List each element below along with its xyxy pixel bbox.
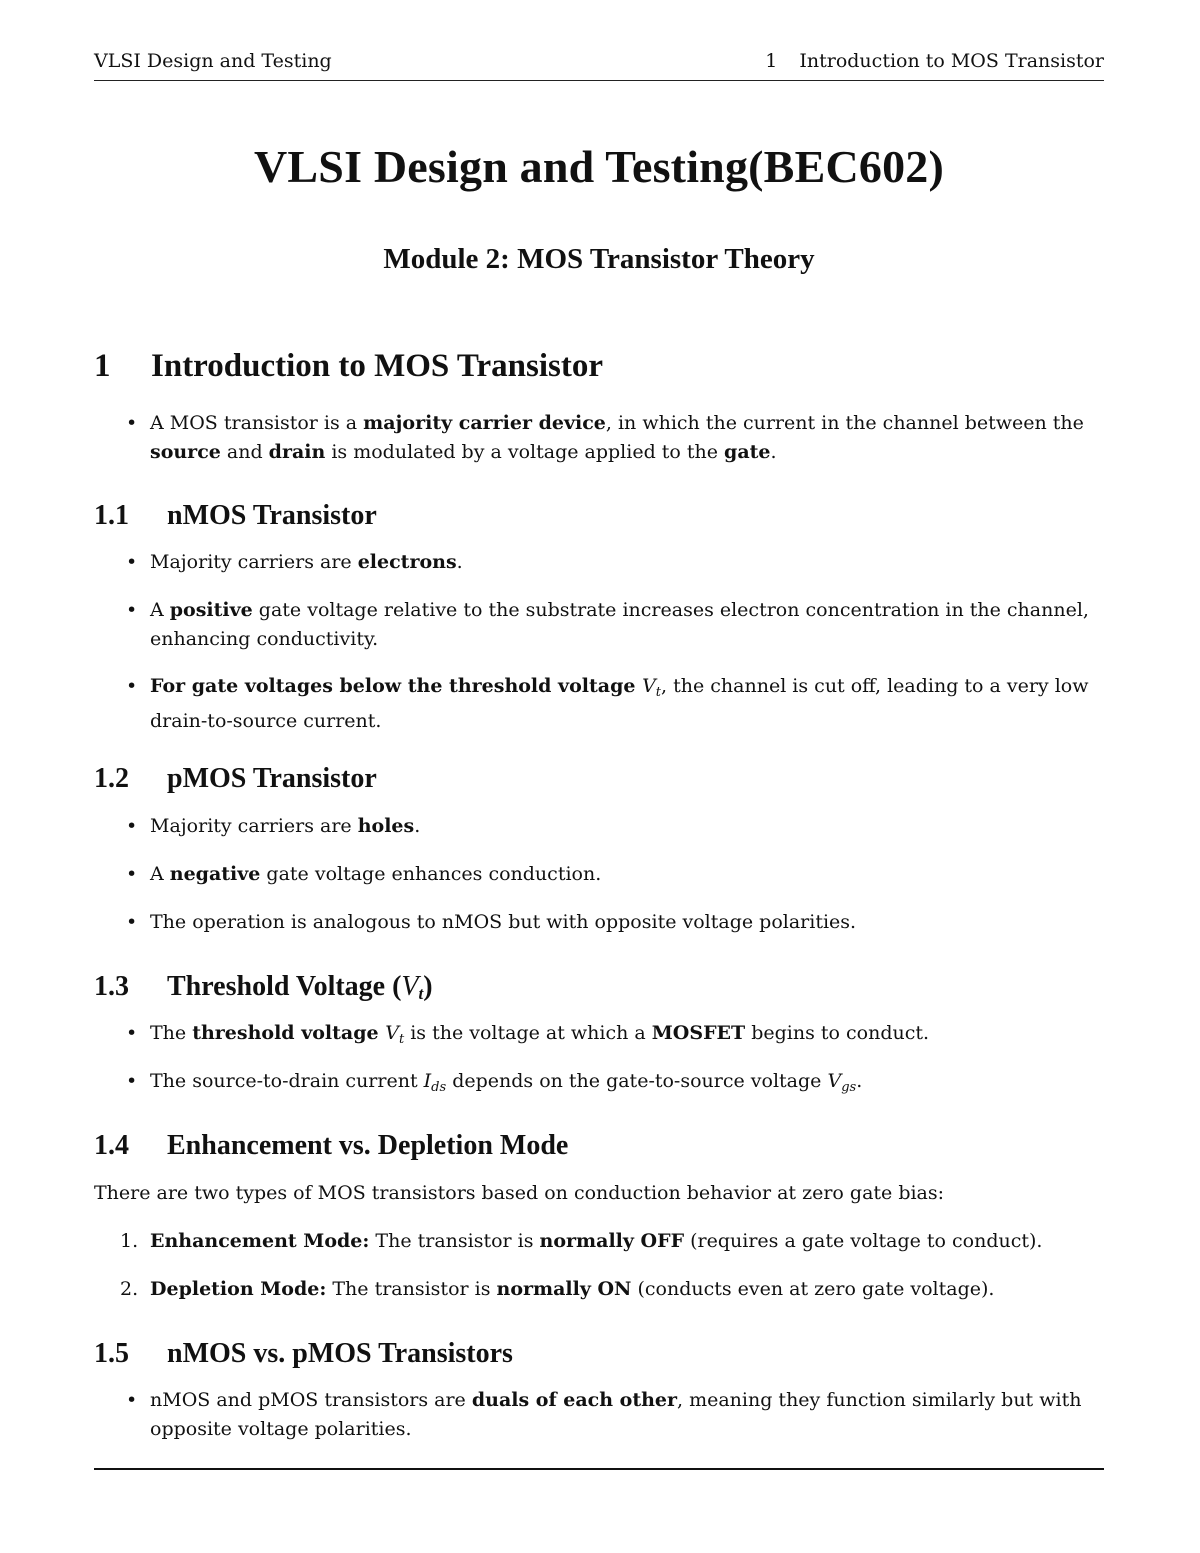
list-item: • A negative gate voltage enhances conduction. bbox=[150, 860, 1104, 889]
list-item: • A MOS transistor is a majority carrier device, in which the current in the channel between the source and drain is modulated by a voltage applied to the gate. bbox=[150, 409, 1104, 467]
subsection-heading-1-4: 1.4 Enhancement vs. Depletion Mode bbox=[94, 1130, 569, 1161]
running-header-title: Introduction to MOS Transistor bbox=[799, 50, 1104, 72]
list-item: • nMOS and pMOS transistors are duals of each other, meaning they function similarly but with opposite voltage polarities. bbox=[150, 1386, 1104, 1444]
running-header bbox=[94, 50, 1104, 81]
subsection-heading-1-5: 1.5 nMOS vs. pMOS Transistors bbox=[94, 1338, 513, 1369]
section-heading-1 bbox=[94, 348, 603, 385]
running-header-right bbox=[765, 50, 1104, 72]
paragraph: There are two types of MOS transistors based on conduction behavior at zero gate bias: bbox=[94, 1182, 945, 1204]
list-item: • Majority carriers are electrons. bbox=[150, 548, 1104, 577]
numbered-item: 1. Enhancement Mode: The transistor is normally OFF (requires a gate voltage to conduct). bbox=[120, 1230, 1043, 1252]
section-title: Introduction to MOS Transistor bbox=[151, 348, 603, 384]
numbered-item: 2. Depletion Mode: The transistor is normally ON (conducts even at zero gate voltage). bbox=[120, 1278, 995, 1300]
list-item: • The threshold voltage $V_t$ is the voltage at which a MOSFET begins to conduct. bbox=[150, 1019, 1104, 1054]
document-title: VLSI Design and Testing(BEC602) bbox=[253, 141, 944, 192]
list-item: • Majority carriers are holes. bbox=[150, 812, 1104, 841]
subsection-heading-1-1: 1.1 nMOS Transistor bbox=[94, 500, 377, 531]
running-header-left: VLSI Design and Testing bbox=[94, 50, 332, 72]
subsection-heading-1-2: 1.2 pMOS Transistor bbox=[94, 763, 377, 794]
list-item: • The operation is analogous to nMOS but with opposite voltage polarities. bbox=[150, 908, 1104, 937]
document-subtitle: Module 2: MOS Transistor Theory bbox=[383, 243, 815, 275]
footer-rule bbox=[94, 1468, 1104, 1470]
list-item: • A positive gate voltage relative to the substrate increases electron concentration in the channel, enhancing conductivity. bbox=[150, 596, 1104, 654]
running-header-number: 1 bbox=[765, 50, 778, 72]
list-item: • The source-to-drain current $I_{ds}$ depends on the gate-to-source voltage $V_{gs}$. bbox=[150, 1067, 1104, 1102]
subsection-heading-1-3: 1.3 Threshold Voltage $(V_t)$ bbox=[94, 971, 433, 1003]
list-item: • For gate voltages below the threshold voltage $V_t$, the channel is cut off, leading to a very low drain-to-source current. bbox=[150, 672, 1104, 736]
section-number: 1 bbox=[94, 348, 111, 384]
